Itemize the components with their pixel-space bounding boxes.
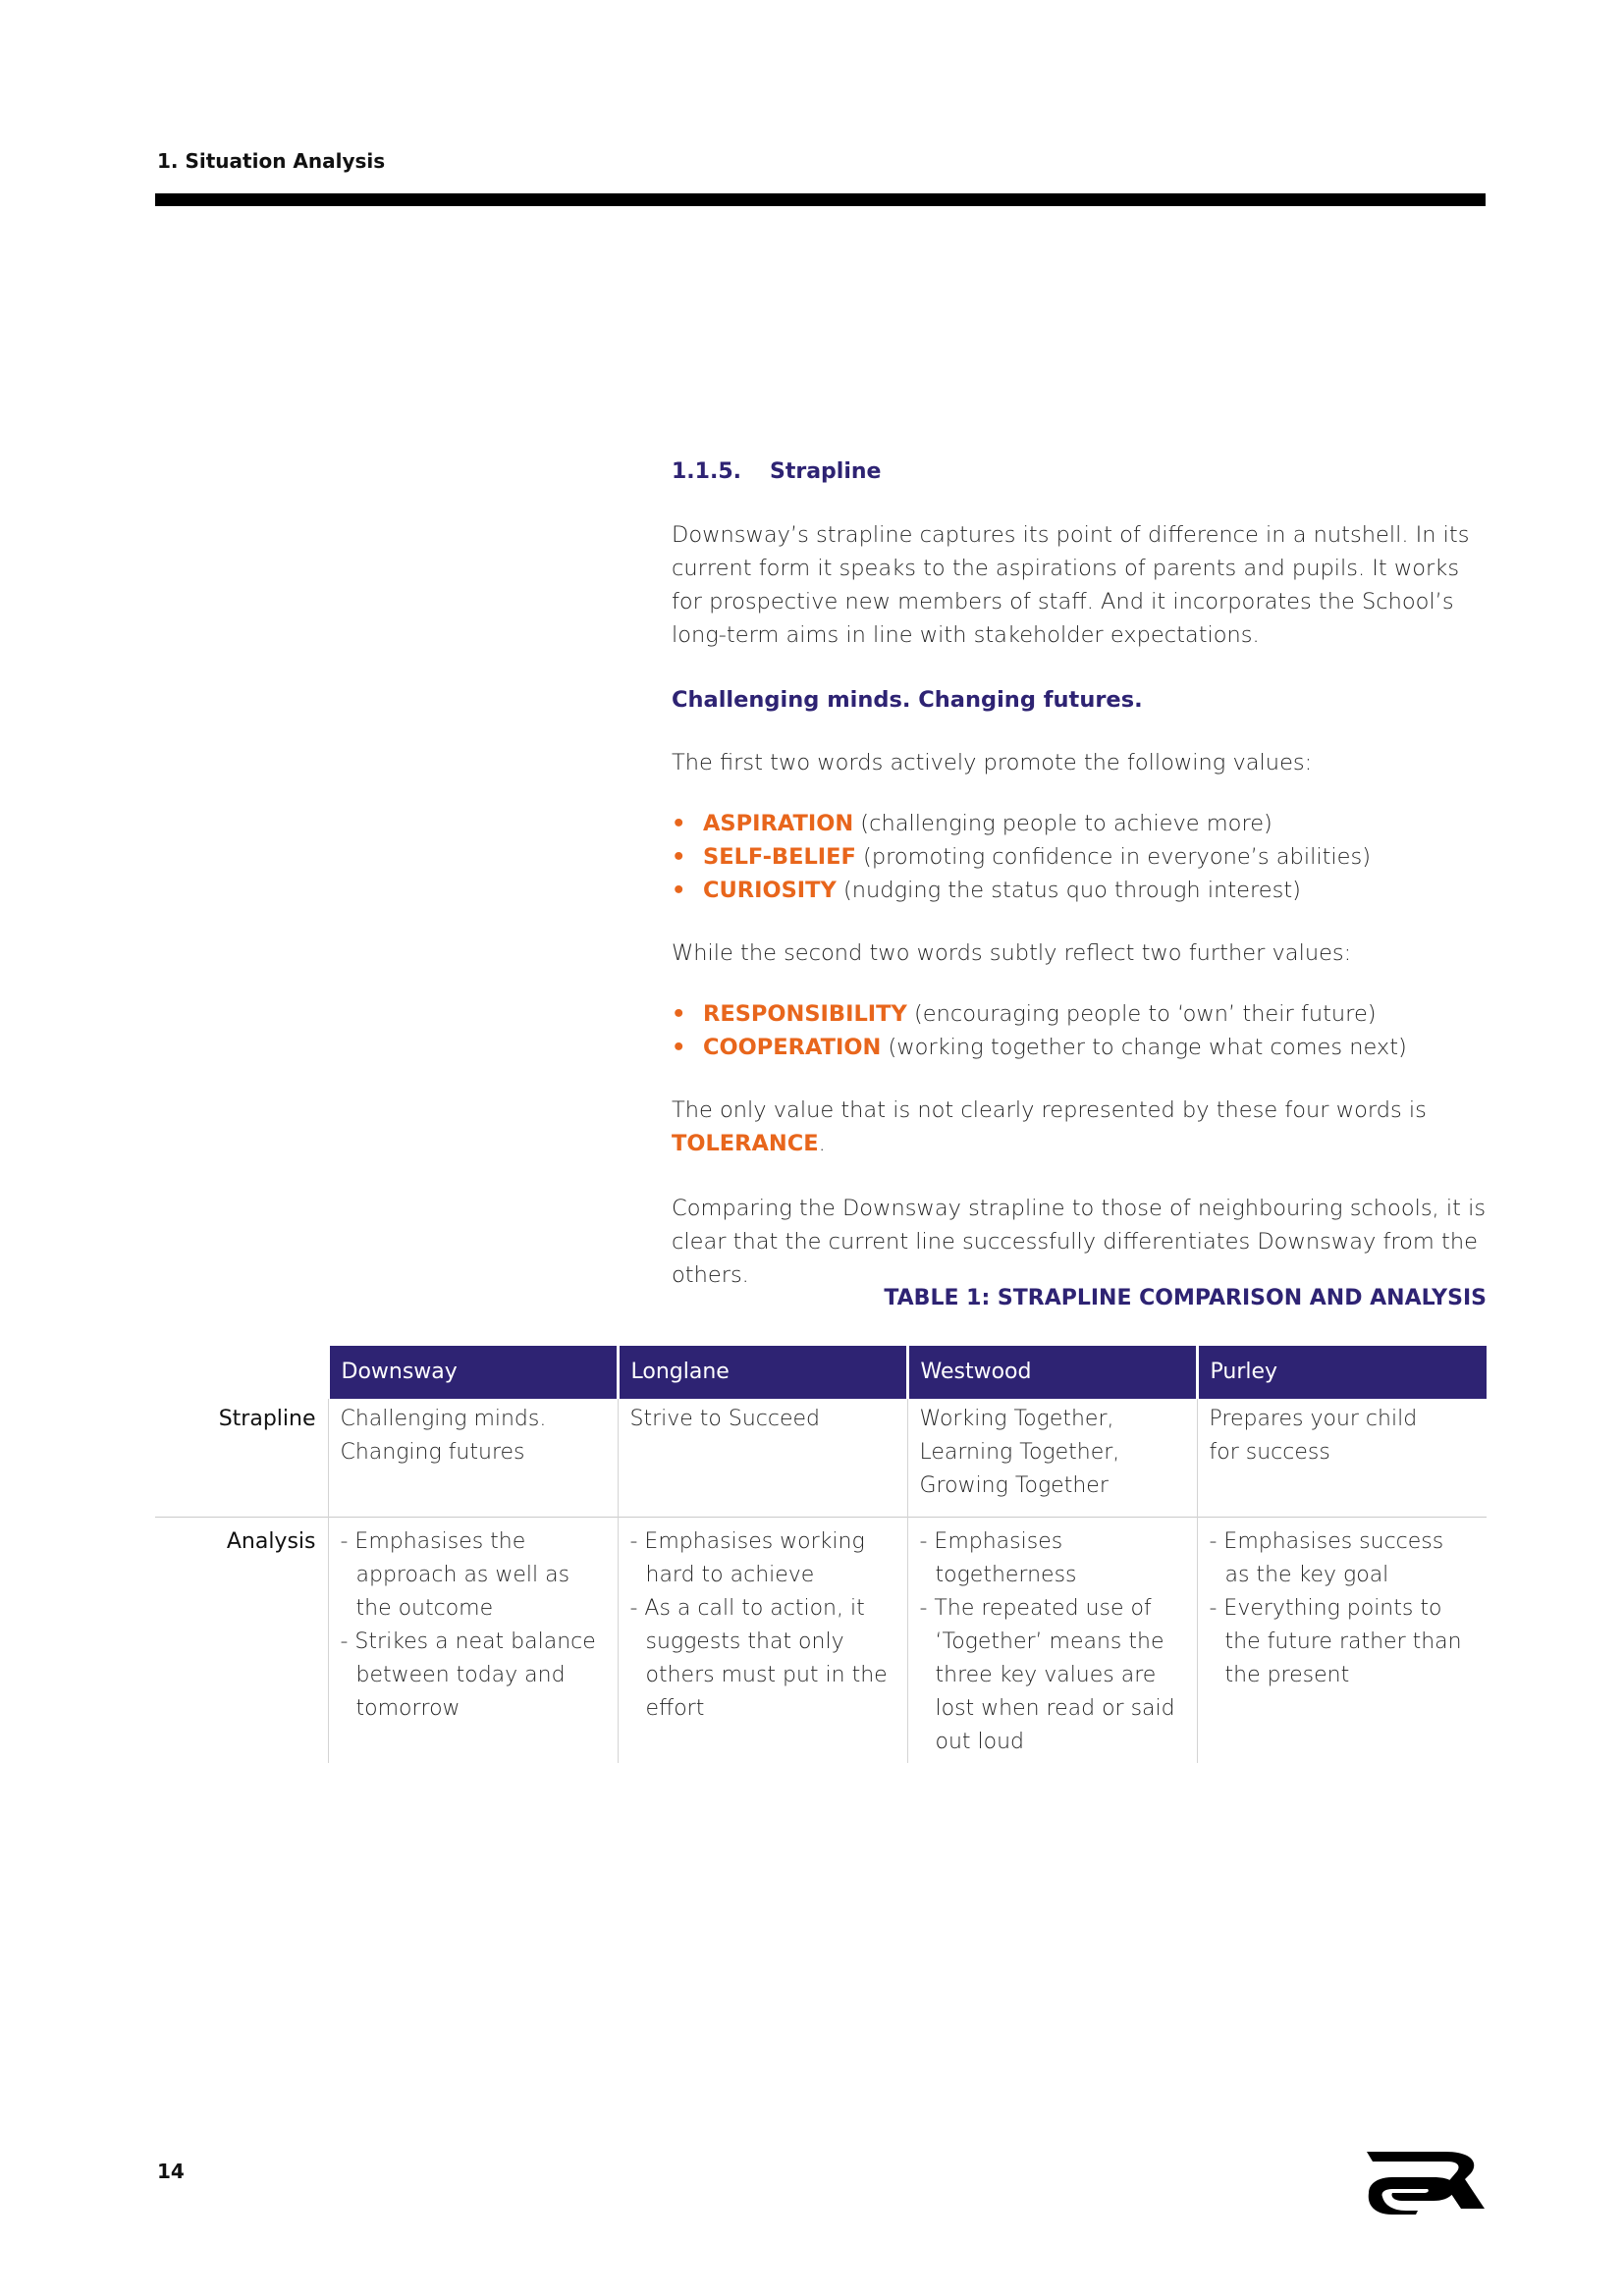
strapline-westwood <box>907 1399 1197 1518</box>
list-item <box>672 997 1487 1031</box>
tolerance-keyword: TOLERANCE <box>672 1131 819 1156</box>
text-line: Changing futures <box>340 1440 525 1465</box>
text-line: Growing Together <box>919 1473 1109 1498</box>
section-title: Strapline <box>770 459 882 484</box>
analysis-point: - Emphasises success as the key goal <box>1209 1529 1444 1587</box>
intro-paragraph: Downsway’s strapline captures its point of difference in a nutshell. In its current form it speaks to the aspirations of parents and pupils. It works for prospective new members of staff. And it incorporates the School’s long-term aims in line with stakeholder expectations. <box>672 522 1470 648</box>
value-keyword: SELF-BELIEF <box>703 844 856 870</box>
page-number: 14 <box>157 2160 185 2183</box>
table-header-row <box>155 1346 1487 1399</box>
table-caption: TABLE 1: STRAPLINE COMPARISON AND ANALYSIS <box>884 1286 1487 1310</box>
value-keyword: COOPERATION <box>703 1035 882 1060</box>
column-header-longlane: Longlane <box>618 1346 907 1399</box>
list-item <box>672 840 1487 874</box>
strapline-tagline: Challenging minds. Changing futures. <box>672 687 1143 713</box>
value-keyword: CURIOSITY <box>703 878 837 903</box>
tolerance-paragraph <box>672 1094 1487 1160</box>
values-list-second <box>672 997 1487 1064</box>
analysis-purley <box>1197 1518 1487 1764</box>
value-description: (working together to change what comes next) <box>881 1035 1407 1060</box>
text-line: for success <box>1209 1440 1330 1465</box>
tolerance-end: . <box>818 1131 826 1156</box>
text-line: Working Together, <box>919 1407 1114 1431</box>
tolerance-text: The only value that is not clearly represented by these four words is <box>672 1097 1427 1123</box>
analysis-westwood <box>907 1518 1197 1764</box>
analysis-point: - The repeated use of ‘Together’ means the three key values are lost when read or said out loud <box>919 1596 1175 1754</box>
text-line: Strive to Succeed <box>629 1407 821 1431</box>
main-content <box>672 455 1487 1323</box>
values-list-first <box>672 807 1487 907</box>
analysis-point: - As a call to action, it suggests that only others must put in the effort <box>629 1596 888 1721</box>
strapline-longlane <box>618 1399 907 1518</box>
list-item <box>672 1031 1487 1064</box>
running-header: 1. Situation Analysis <box>157 149 386 173</box>
strapline-downsway <box>328 1399 618 1518</box>
analysis-point: - Emphasises the approach as well as the outcome <box>340 1529 570 1621</box>
text-line: Learning Together, <box>919 1440 1120 1465</box>
analysis-longlane <box>618 1518 907 1764</box>
comparison-paragraph: Comparing the Downsway strapline to those of neighbouring schools, it is clear that the current line successfully differentiates Downsway from the others. <box>672 1196 1487 1288</box>
column-header-downsway: Downsway <box>328 1346 618 1399</box>
analysis-point: - Emphasises working hard to achieve <box>629 1529 865 1587</box>
list-item <box>672 874 1487 907</box>
analysis-point: - Strikes a neat balance between today and tomorrow <box>340 1629 596 1721</box>
section-number: 1.1.5. <box>672 459 741 484</box>
row-label-strapline: Strapline <box>218 1407 316 1431</box>
list-item <box>672 807 1487 840</box>
row-label-analysis: Analysis <box>155 1518 328 1764</box>
value-description: (challenging people to achieve more) <box>853 811 1272 836</box>
value-description: (promoting confidence in everyone’s abilities) <box>855 844 1371 870</box>
value-keyword: RESPONSIBILITY <box>703 1001 907 1027</box>
table-row <box>155 1399 1487 1518</box>
values-intro: The first two words actively promote the following values: <box>672 750 1313 775</box>
section-heading <box>672 455 1487 489</box>
text-line: Prepares your child <box>1209 1407 1418 1431</box>
values-second-intro: While the second two words subtly reflect two further values: <box>672 940 1352 966</box>
value-description: (encouraging people to ‘own’ their future) <box>906 1001 1377 1027</box>
header-rule <box>155 193 1486 206</box>
analysis-downsway <box>328 1518 618 1764</box>
brand-logo-icon <box>1363 2150 1487 2216</box>
analysis-point: - Emphasises togetherness <box>919 1529 1077 1587</box>
column-header-purley: Purley <box>1197 1346 1487 1399</box>
column-header-westwood: Westwood <box>907 1346 1197 1399</box>
text-line: Challenging minds. <box>340 1407 547 1431</box>
value-description: (nudging the status quo through interest) <box>836 878 1301 903</box>
table-row <box>155 1518 1487 1764</box>
strapline-comparison-table <box>155 1346 1487 1763</box>
strapline-purley <box>1197 1399 1487 1518</box>
analysis-point: - Everything points to the future rather than the present <box>1209 1596 1462 1687</box>
table-corner <box>155 1346 328 1399</box>
value-keyword: ASPIRATION <box>703 811 854 836</box>
